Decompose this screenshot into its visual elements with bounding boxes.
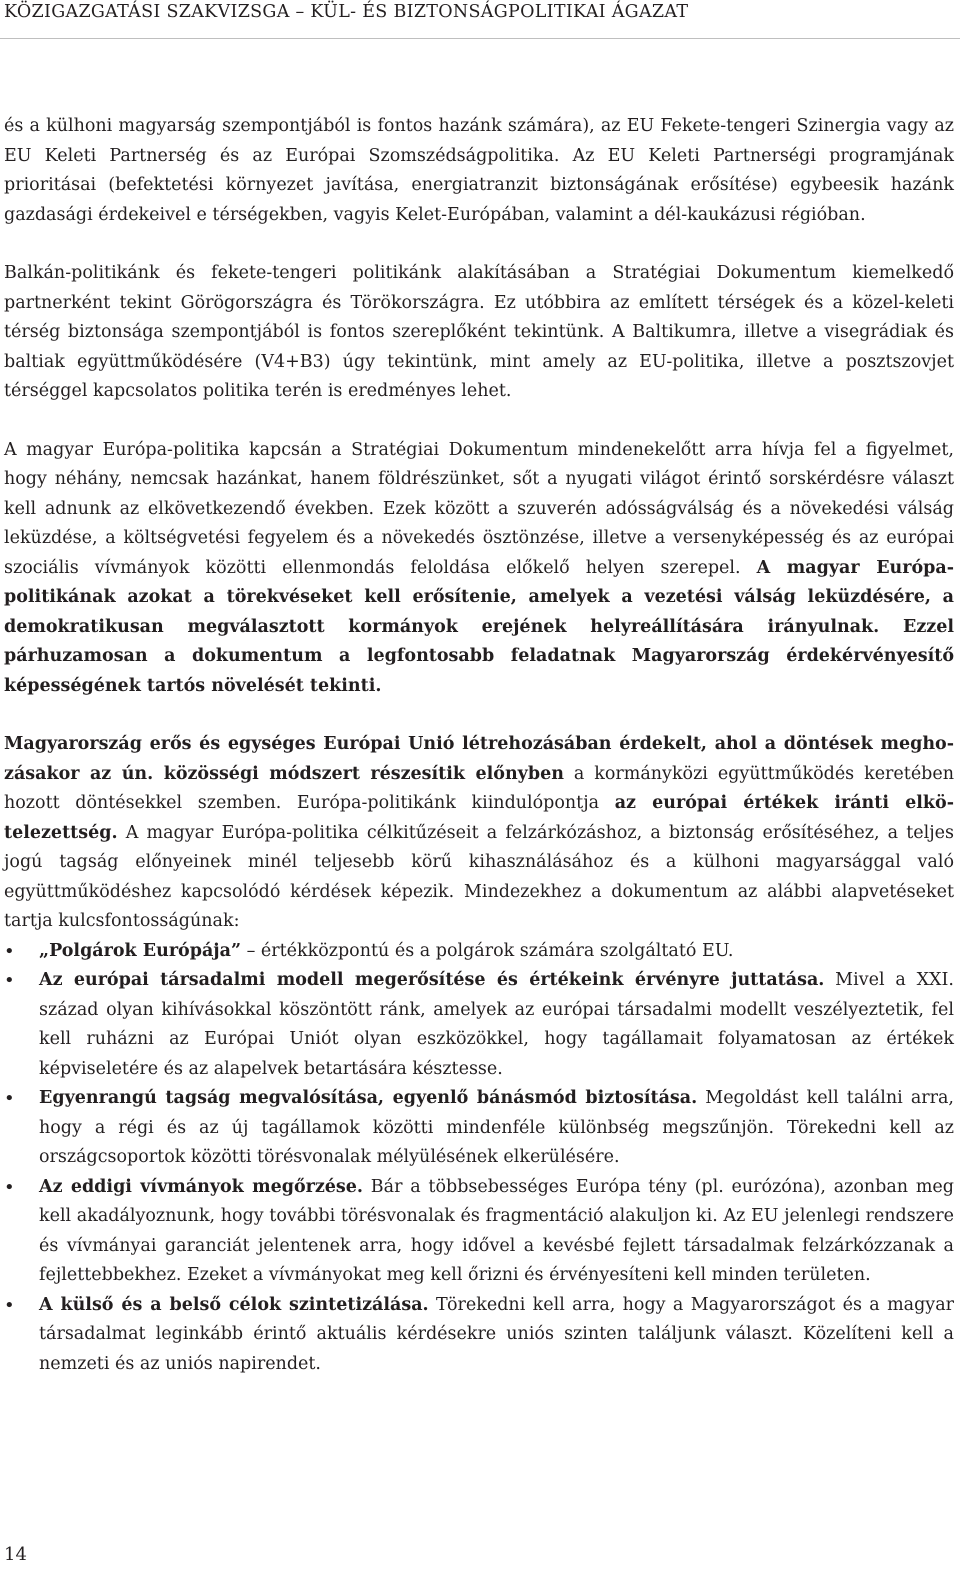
list-item-heading: Egyenrangú tagság megvalósítása, egyenlő bánásmód biztosítása. bbox=[39, 1088, 698, 1108]
list-item bbox=[4, 966, 954, 1084]
paragraph-4 bbox=[4, 730, 954, 937]
paragraph-2: Balkán-politikánk és fekete-tengeri politikánk alakításában a Stratégiai Dokumentum kiemelkedő partnerként tekint Görögországra és Törökországra. Ez utóbbira az említett térségek és a közel-keleti térség biztonsága szempontjából is fontos szereplőként tekintünk. A Baltikumra, illetve a visegrádiak és baltiak együttműködésére (V4+B3) úgy tekintünk, mint amely az EU-politika, illetve a posztszovjet térséggel kapcsolatos politika terén is eredményes lehet. bbox=[4, 263, 954, 401]
paragraph-3 bbox=[4, 436, 954, 702]
bullet-list bbox=[4, 937, 954, 1380]
list-item-text: – értékközpontú és a polgárok számára szolgáltató EU. bbox=[241, 940, 734, 961]
paragraph-4-emphasis-1: Magyarország erős és egységes Európai Unió létrehozásában érdekelt, ahol a döntések meghozásakor az ún. közösségi módszert részesítik előnyben bbox=[4, 734, 954, 784]
list-item bbox=[4, 1084, 954, 1173]
list-item-heading: A külső és a belső célok szintetizálása. bbox=[39, 1294, 429, 1315]
paragraph-1: és a külhoni magyarság szempontjából is fontos hazánk számára), az EU Fekete-tengeri Szinergia vagy az EU Keleti Partnerség és az Európai Szomszédságpolitika. Az EU Keleti Partnerségi programjának prioritásai (befektetési környezet javítása, energiatranzit biztonságának erősítése) egybeesik hazánk gazdasági érdekeivel e térségekben, vagyis Kelet-Európában, valamint a dél-kaukázusi régióban. bbox=[4, 116, 954, 225]
header-rule bbox=[0, 38, 960, 39]
list-item-text: Megoldást kell találni arra, hogy a régi és az új tagállamok közötti mindenféle különbség megszűnjön. Törekedni kell az országcsoportok közötti törésvonalak mélyülésének elkerülésére. bbox=[39, 1088, 954, 1167]
paragraph-4-emphasis-2: az európai értékek iránti elkötelezettség. bbox=[4, 793, 954, 843]
list-item-text: Törekedni kell arra, hogy a Magyarországot és a magyar társadalmat leginkább érintő aktuális kérdésekre uniós szinten találjunk választ. Közelíteni kell a nemzeti és az uniós napirendet. bbox=[39, 1294, 954, 1374]
running-header: KÖZIGAZGATÁSI SZAKVIZSGA – KÜL- ÉS BIZTONSÁGPOLITIKAI ÁGAZAT bbox=[4, 2, 689, 22]
list-item-text: Bár a többsebességes Európa tény (pl. eurózóna), azonban meg kell akadályoznunk, hogy további törésvonalak és fragmentáció alakuljon ki. Az EU jelenlegi rendszere és vívmányai garanciát jelentenek arra, hogy idővel a kevésbé fejlett társadalmak felzárkózzanak a fejlettebbekhez. Ezeket a vívmányokat meg kell őrizni és érvényesíteni kell minden területen. bbox=[39, 1176, 954, 1285]
list-item-heading: Az európai társadalmi modell megerősítése és értékeink érvényre juttatása. bbox=[39, 970, 825, 990]
list-item-heading: „Polgárok Európája” bbox=[39, 940, 242, 961]
paragraph-4-text-1: a kormányközi együttműködés keretében hozott döntésekkel szemben. Európa-politikánk kiindulópontja bbox=[4, 763, 954, 813]
paragraph-3-emphasis: A magyar Európa-politikának azokat a törekvéseket kell erősítenie, amelyek a vezetési válság leküzdésére, a demokratikusan megválasztott kormányok erejének helyreállítására irányulnak. Ezzel párhuzamosan a dokumentum a legfontosabb feladatnak Magyarország érdekérvényesítő képességének tartós növelését tekinti. bbox=[4, 557, 954, 696]
list-item-heading: Az eddigi vívmányok megőrzése. bbox=[39, 1176, 364, 1197]
page-number: 14 bbox=[4, 1544, 27, 1565]
paragraph-3-text: A magyar Európa-politika kapcsán a Stratégiai Dokumentum mindenekelőtt arra hívja fel a figyelmet, hogy néhány, nemcsak hazánkat, hanem földrészünket, sőt a nyugati világot érintő sorskérdésre választ kell adnunk az elkövetkezendő években. Ezek között a szuverén adósságválság és a növekedési válság leküzdése, a költségvetési fegyelem és a növekedés ösztönzése, illetve a versenyképesség és az európai szociális vívmányok közötti ellenmondás feloldása előkelő helyen szerepel. bbox=[4, 439, 954, 578]
list-item bbox=[4, 937, 954, 967]
page-body bbox=[4, 112, 954, 1379]
list-item-text: Mivel a XXI. század olyan kihívásokkal köszöntött ránk, amelyek az európai társadalmi modellt veszélyeztetik, fel kell ruházni az Európai Uniót olyan eszközökkel, hogy tagállamait folyamatosan az értékek képviseletére és az alapelvek betartására késztesse. bbox=[39, 970, 954, 1079]
paragraph-4-text-2: A magyar Európa-politika célkitűzéseit a felzárkózáshoz, a biztonság erősítéséhez, a teljes jogú tagság előnyeinek minél teljesebb körű kihasználásához és a külhoni magyarsággal való együttműködéshez kapcsolódó kérdések képezik. Mindezekhez a dokumentum az alábbi alapvetéseket tartja kulcsfontosságúnak: bbox=[4, 822, 954, 931]
list-item bbox=[4, 1291, 954, 1380]
list-item bbox=[4, 1173, 954, 1291]
